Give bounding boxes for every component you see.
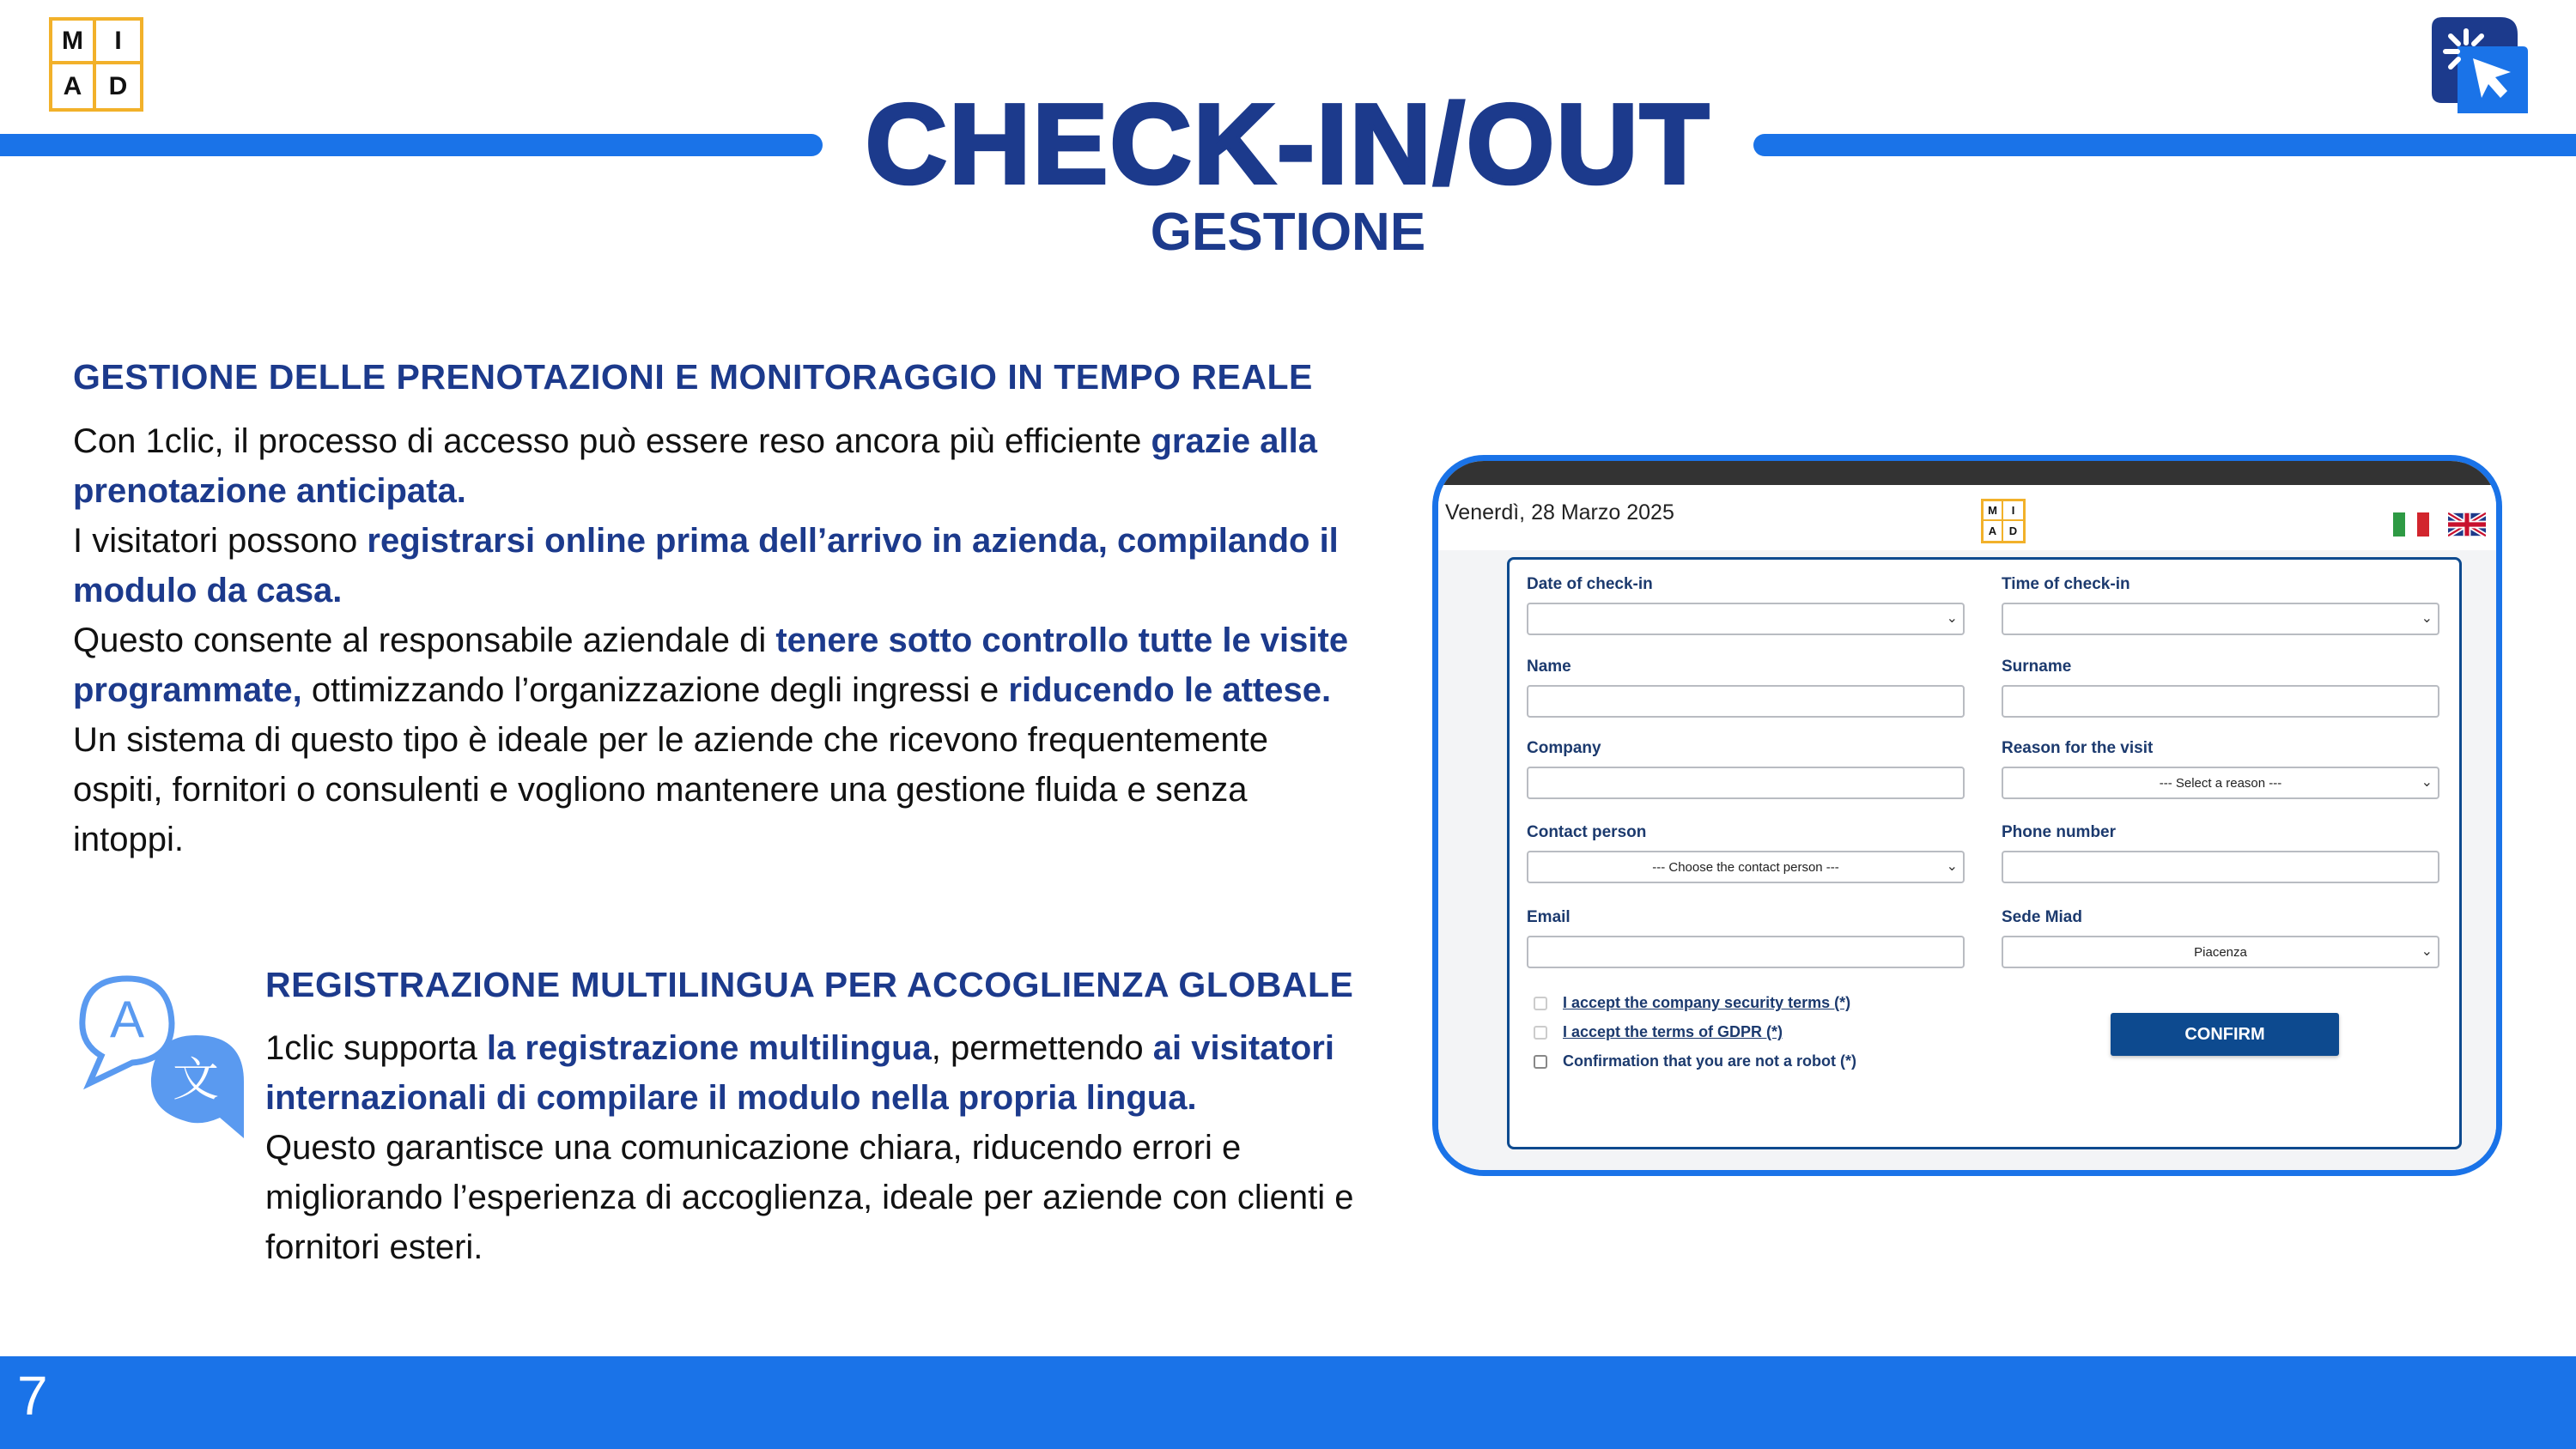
reason-select[interactable] [2002,767,2439,799]
sede-label: Sede Miad [2002,908,2082,926]
page-number: 7 [17,1365,48,1427]
company-label: Company [1527,739,1601,757]
text-p3d: riducendo le attese. [1008,671,1332,709]
surname-label: Surname [2002,658,2072,676]
date-checkin-select[interactable] [1527,603,1965,635]
date-checkin-label: Date of check-in [1527,575,1653,593]
page-title: CHECK-IN/OUT [865,81,1711,207]
reason-value: --- Select a reason --- [2159,775,2282,791]
translate-glyph-b: 文 [173,1052,219,1106]
time-checkin-select[interactable] [2002,603,2439,635]
chevron-down-icon: ⌄ [1946,611,1958,626]
logo-letter-a: A [52,64,96,108]
sede-value: Piacenza [2194,944,2247,960]
gdpr-terms-link[interactable]: I accept the terms of GDPR (*) [1563,1023,1783,1040]
phone-input[interactable] [2002,851,2439,883]
security-terms-checkbox[interactable] [1534,997,1547,1010]
form-date: Venerdì, 28 Marzo 2025 [1445,500,1674,524]
uk-flag-icon[interactable] [2448,512,2486,537]
text-p2b: registrarsi online prima dell’arrivo in azienda, compilando il modulo da casa. [73,522,1339,609]
chevron-down-icon: ⌄ [2421,611,2433,626]
text-s2p1a: 1clic supporta [265,1029,487,1067]
contact-label: Contact person [1527,823,1647,841]
email-label: Email [1527,908,1571,926]
company-input[interactable] [1527,767,1965,799]
text-p3b: tenere sotto controllo tutte le visite programmate, [73,621,1349,709]
form-header [1438,485,2496,552]
logo-letter-d: D [108,71,128,100]
contact-select[interactable] [1527,851,1965,883]
mini-logo-m: M [1984,501,2003,521]
sede-select[interactable] [2002,936,2439,968]
tablet-status-bar [1438,461,2496,485]
chevron-down-icon: ⌄ [2421,944,2433,959]
section-title-prenotazioni: GESTIONE DELLE PRENOTAZIONI E MONITORAGGIO IN TEMPO REALE [73,357,1313,397]
translate-glyph-a: A [109,991,145,1048]
text-p3c: ottimizzando l’organizzazione degli ingressi e [301,671,1009,709]
name-input[interactable] [1527,685,1965,718]
mini-logo-a: A [1984,521,2003,541]
security-terms-link[interactable]: I accept the company security terms (*) [1563,994,1851,1011]
form-miad-logo [1981,499,2026,543]
section-title-multilingua: REGISTRAZIONE MULTILINGUA PER ACCOGLIENZA GLOBALE [265,965,1354,1004]
robot-label: Confirmation that you are not a robot (*) [1563,1052,1856,1070]
page-subtitle: GESTIONE [1150,203,1426,262]
text-s2p1b: la registrazione multilingua [486,1029,932,1067]
contact-value: --- Choose the contact person --- [1652,859,1839,875]
text-s2p1d: ai visitatori internazionali di compilare il modulo nella propria lingua. [265,1029,1334,1117]
mini-logo-i: I [2003,501,2023,521]
reason-label: Reason for the visit [2002,739,2154,757]
tablet-mockup [1432,455,2502,1176]
miad-logo [49,17,143,112]
header-line-left [0,134,823,156]
translate-icon [76,970,247,1142]
phone-label: Phone number [2002,823,2117,841]
footer-bar [0,1356,2576,1449]
section-body-multilingua [265,1023,1416,1272]
robot-checkbox[interactable] [1534,1055,1547,1069]
header-line-right [1753,134,2576,156]
checkin-form [1507,557,2462,1149]
logo-letter-m: M [52,21,96,64]
text-p3a: Questo consente al responsabile aziendale di [73,621,776,659]
form-body [1438,550,2496,1176]
surname-input[interactable] [2002,685,2439,718]
text-p1a: Con 1clic, il processo di accesso può essere reso ancora più efficiente [73,422,1151,460]
mini-logo-d: D [2008,524,2018,537]
time-checkin-label: Time of check-in [2002,575,2130,593]
text-p2a: I visitatori possono [73,522,368,560]
chevron-down-icon: ⌄ [2421,775,2433,790]
text-s2p1c: , permettendo [931,1029,1153,1067]
logo-letter-i: I [96,21,140,64]
section-body-prenotazioni [73,416,1413,864]
email-input[interactable] [1527,936,1965,968]
gdpr-terms-checkbox[interactable] [1534,1026,1547,1040]
confirm-button[interactable]: CONFIRM [2111,1013,2339,1056]
text-s2p2: Questo garantisce una comunicazione chiara, riducendo errori e migliorando l’esperienza di accoglienza, ideale per aziende con clienti e fornitori esteri. [265,1129,1354,1266]
name-label: Name [1527,658,1571,676]
chevron-down-icon: ⌄ [1946,859,1958,874]
text-p4: Un sistema di questo tipo è ideale per le aziende che ricevono frequentemente ospiti, fornitori o consulenti e vogliono mantenere una gestione fluida e senza intoppi. [73,721,1268,858]
click-brand-icon [2432,17,2528,113]
italian-flag-icon[interactable] [2393,512,2429,537]
text-p1b: grazie alla prenotazione anticipata. [73,422,1317,510]
